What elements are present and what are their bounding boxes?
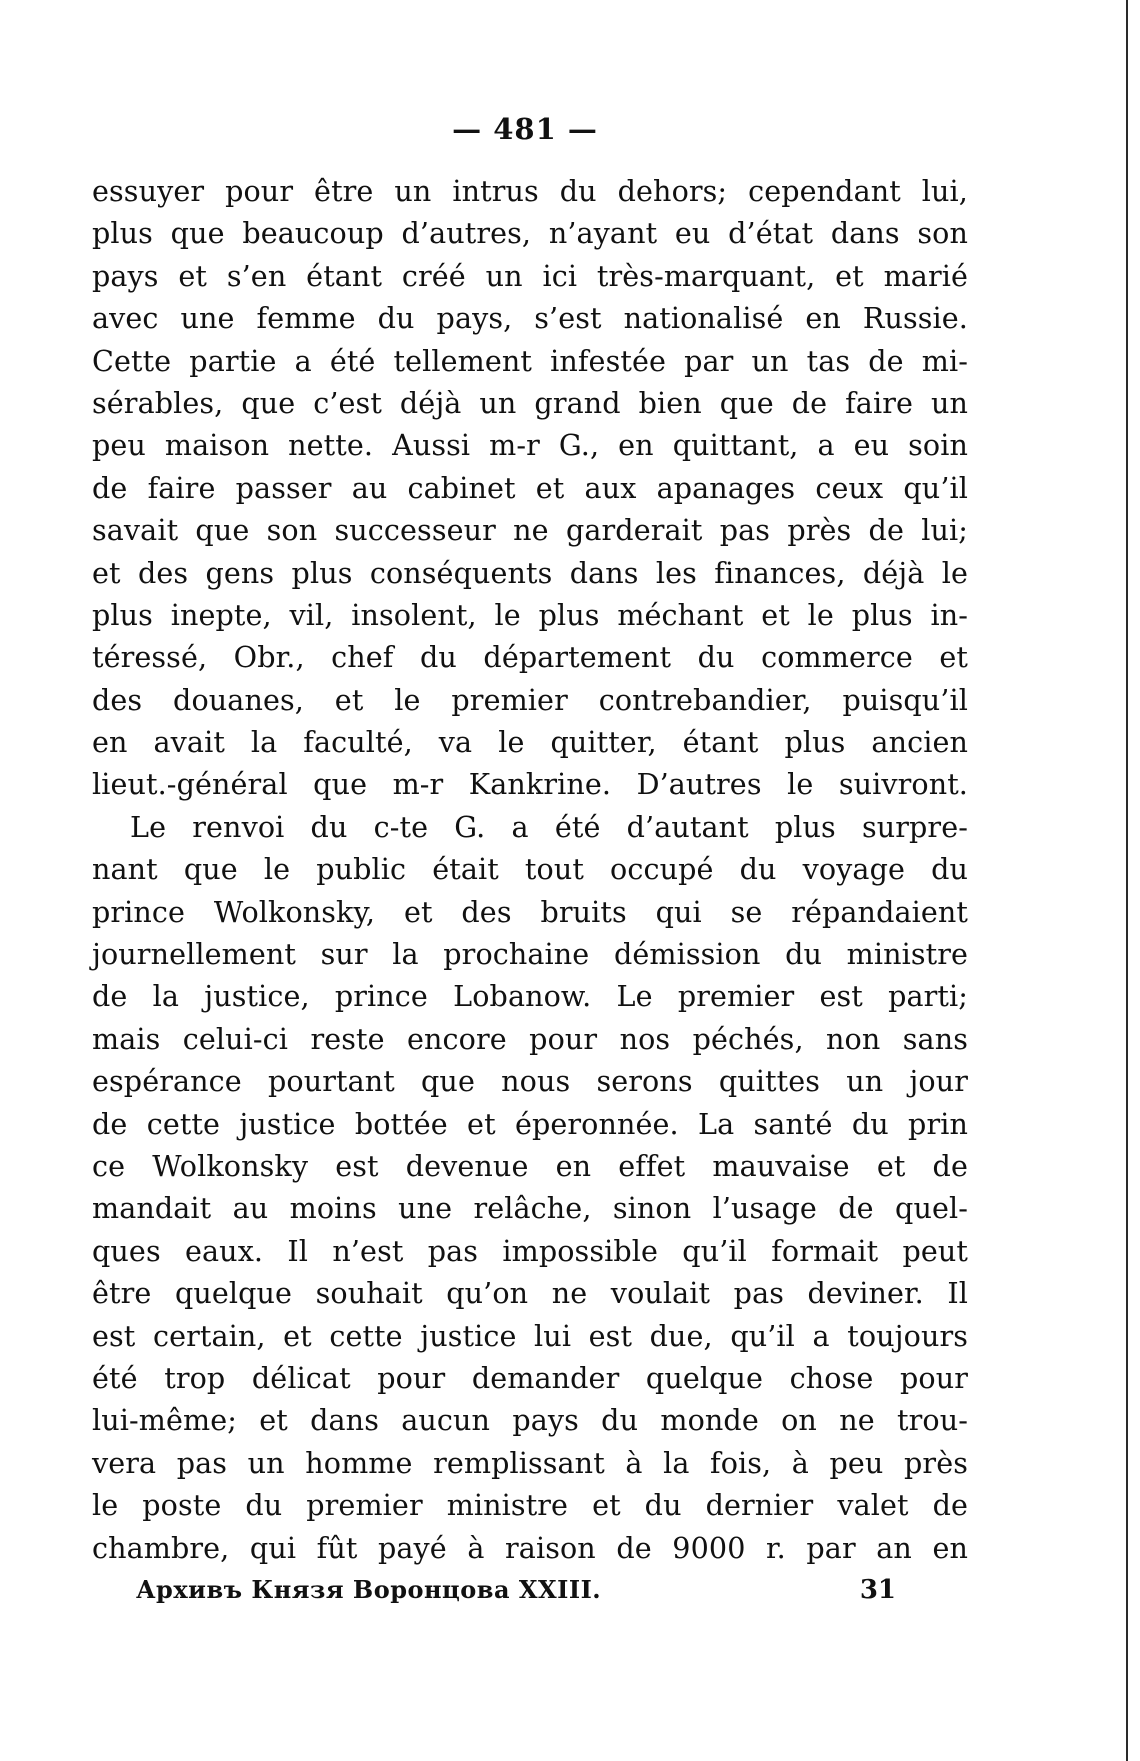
page-edge-rule	[1126, 0, 1128, 1761]
text-line: et des gens plus conséquents dans les finances, déjà le	[92, 555, 968, 590]
text-line: mais celui-ci reste encore pour nos péchés, non sans	[92, 1021, 968, 1056]
text-line: plus inepte, vil, insolent, le plus méchant et le plus in-	[92, 597, 968, 632]
text-line: ce Wolkonsky est devenue en effet mauvaise et de	[92, 1148, 968, 1183]
text-line: de la justice, prince Lobanow. Le premier est parti;	[92, 979, 968, 1014]
text-line: de cette justice bottée et éperonnée. La santé du prin	[92, 1106, 968, 1141]
text-line: avec une femme du pays, s’est nationalisé en Russie.	[92, 301, 968, 336]
text-line: lui-même; et dans aucun pays du monde on ne trou-	[92, 1403, 968, 1438]
text-line: de faire passer au cabinet et aux apanages ceux qu’il	[92, 470, 968, 505]
text-line: plus que beaucoup d’autres, n’ayant eu d’état dans son	[92, 216, 968, 251]
text-line: téressé, Obr., chef du département du commerce et	[92, 640, 968, 675]
text-line: ques eaux. Il n’est pas impossible qu’il formait peut	[92, 1233, 968, 1268]
text-line: pays et s’en étant créé un ici très-marquant, et marié	[92, 258, 968, 293]
page-number: — 481 —	[452, 112, 598, 146]
text-line: Cette partie a été tellement infestée par un tas de mi-	[92, 343, 968, 378]
sheet-number: 31	[859, 1575, 896, 1605]
text-line: chambre, qui fût payé à raison de 9000 r. par an en	[92, 1530, 968, 1565]
text-line: essuyer pour être un intrus du dehors; cependant lui,	[92, 174, 968, 208]
text-line: prince Wolkonsky, et des bruits qui se répandaient	[92, 894, 968, 929]
page-footer	[136, 1575, 896, 1605]
text-line: savait que son successeur ne garderait pas près de lui;	[92, 513, 968, 548]
text-line: peu maison nette. Aussi m-r G., en quittant, a eu soin	[92, 428, 968, 463]
body-text	[92, 170, 968, 1569]
text-line: lieut.-général que m-r Kankrine. D’autres le suivront.	[92, 767, 968, 802]
text-line: sérables, que c’est déjà un grand bien que de faire un	[92, 385, 968, 420]
text-line: vera pas un homme remplissant à la fois, à peu près	[92, 1445, 968, 1480]
paragraph-start-line: Le renvoi du c-te G. a été d’autant plus surpre-	[130, 809, 968, 844]
text-line: en avait la faculté, va le quitter, étant plus ancien	[92, 725, 968, 760]
text-line: espérance pourtant que nous serons quittes un jour	[92, 1064, 968, 1099]
text-line: être quelque souhait qu’on ne voulait pas deviner. Il	[92, 1276, 968, 1311]
signature-mark: Архивъ Князя Воронцова XXIII.	[136, 1575, 602, 1604]
text-line: le poste du premier ministre et du dernier valet de	[92, 1488, 968, 1523]
text-line: été trop délicat pour demander quelque chose pour	[92, 1360, 968, 1395]
text-line: est certain, et cette justice lui est due, qu’il a toujours	[92, 1318, 968, 1353]
text-line: des douanes, et le premier contrebandier, puisqu’il	[92, 682, 968, 717]
text-line: journellement sur la prochaine démission du ministre	[92, 937, 968, 972]
text-line: mandait au moins une relâche, sinon l’usage de quel-	[92, 1191, 968, 1226]
text-line: nant que le public était tout occupé du voyage du	[92, 852, 968, 887]
